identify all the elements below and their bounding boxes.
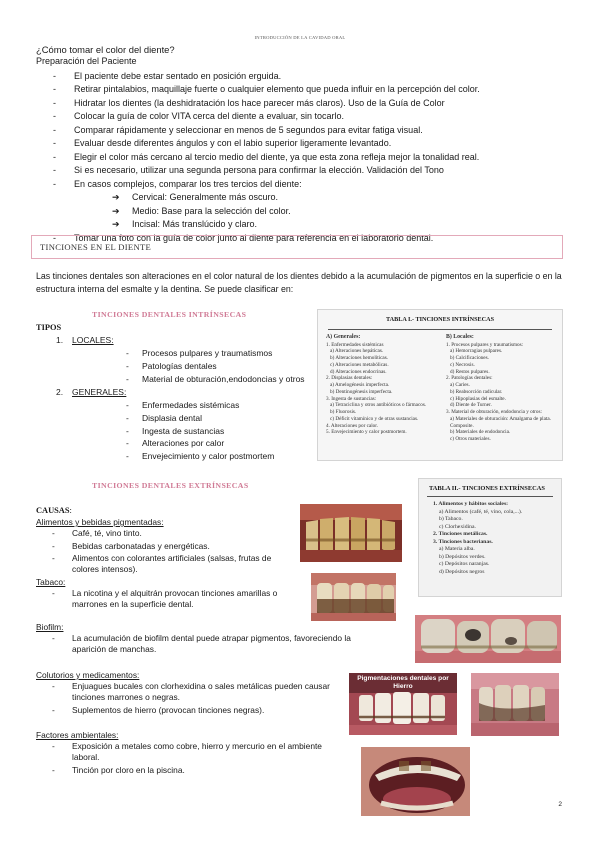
cause-item: - Suplementos de hierro (provocan tinciones negras).: [36, 705, 331, 716]
table-line: c) Necrosis.: [450, 361, 475, 368]
section-title: TINCIONES EN EL DIENTE: [40, 242, 152, 252]
table-intrinsic-col-a: [326, 334, 438, 436]
type-number: 2.: [56, 386, 64, 397]
step-item: - Evaluar desde diferentes ángulos y con el labio superior ligeramente levantado.: [36, 138, 480, 150]
table-intrinsic-image: [317, 309, 563, 461]
biofilm-photo: [415, 615, 561, 663]
step-item: - En casos complejos, comparar los tres tercios del diente:: [36, 179, 480, 191]
cause-item: - Alimentos con colorantes artificiales (salsas, frutas de colores intensos).: [36, 553, 298, 575]
tobacco-stain-photo: [311, 573, 396, 621]
cause-food: [36, 517, 298, 577]
table-line: 2. Patologías dentales:: [446, 375, 493, 382]
types-label: TIPOS: [36, 323, 62, 332]
cause-items: [36, 741, 326, 776]
table-line: d) Restos pulpares.: [450, 368, 490, 375]
table-line: b) Reabsorción radicular.: [450, 388, 503, 395]
extrinsic-heading: TINCIONES DENTALES EXTRÍNSECAS: [92, 481, 249, 490]
cause-item: - La acumulación de biofilm dental puede atrapar pigmentos, favoreciendo la aparición de manchas.: [36, 633, 386, 655]
type-item: - Procesos pulpares y traumatismos: [72, 348, 326, 359]
cause-item: - Exposición a metales como cobre, hierro y mercurio en el ambiente laboral.: [36, 741, 326, 763]
table-line: b) Alteraciones hemolíticas.: [330, 355, 389, 362]
type-number: 1.: [56, 335, 64, 345]
cause-heading: Colutorios y medicamentos:: [36, 670, 140, 680]
col-title: B) Locales:: [446, 334, 474, 340]
photo-caption: Pigmentaciones dentales por Hierro: [357, 675, 449, 690]
cause-tobacco: [36, 577, 298, 612]
type-item: - Patologías dentales: [72, 361, 326, 372]
step-item: - Tomar una foto con la guía de color junto al diente para referencia en el laboratorio dental.: [36, 233, 480, 245]
table-line: b) Calcificaciones.: [450, 355, 489, 362]
cause-items: [36, 528, 298, 575]
arrow-right-icon: ➔: [112, 205, 120, 216]
types-list: [36, 335, 326, 462]
table-line: 3. Material de obturación, endodoncia y otros:: [446, 409, 542, 416]
cause-heading: Tabaco:: [36, 577, 66, 587]
cause-biofilm: [36, 622, 386, 657]
table-line: 2. Displasias dentales:: [326, 375, 373, 382]
table-line: c) Alteraciones metabólicas.: [330, 361, 389, 368]
cause-mouthwash: [36, 670, 331, 717]
table-line: 5. Envejecimiento y calor postmortem.: [326, 429, 407, 436]
table-line: a) Materiales de obturación: Amalgama de plata. Composite.: [450, 415, 551, 429]
step-item: - El paciente debe estar sentado en posición erguida.: [36, 71, 480, 83]
table-line: c) Depósitos naranjas.: [439, 561, 490, 568]
table-line: 3. Tinciones bacterianas.: [433, 538, 493, 545]
step-item: - Hidratar los dientes (la deshidratación los hace parecer más claros). Uso de la Guía de Color: [36, 98, 480, 110]
cause-heading: Alimentos y bebidas pigmentadas:: [36, 517, 164, 527]
table-line: c) Déficit vitamínico y de otras sustancias.: [330, 415, 419, 422]
type-item: - Alteraciones por calor: [72, 438, 326, 449]
iron-pigmentation-photo: [349, 673, 457, 735]
table-line: c) Otros materiales.: [450, 436, 491, 443]
mouthwash-stain-photo: [471, 673, 559, 736]
preparation-section: [36, 56, 480, 246]
cause-item: - Enjuagues bucales con clorhexidina o sales metálicas pueden causar tinciones marrones o negras.: [36, 681, 331, 703]
steps-list: [36, 71, 480, 191]
table-line: b) Materiales de endodoncia.: [450, 429, 511, 436]
table-line: 2. Tinciones metálicas.: [433, 531, 488, 538]
table-line: a) Tetraciclina y otros antibióticos o fármacos.: [330, 402, 427, 409]
third-item: ➔ Incisal: Más translúcido y claro.: [112, 219, 258, 230]
table-rule: [427, 496, 553, 497]
cause-item: - Tinción por cloro en la piscina.: [36, 765, 326, 776]
table-line: a) Amelogénesis imperfecta.: [330, 382, 390, 389]
table-line: b) Fluorosis.: [330, 409, 357, 416]
stained-teeth-photo: [300, 504, 402, 562]
table-line: 3. Ingesta de sustancias:: [326, 395, 377, 402]
cause-item: - Café, té, vino tinto.: [36, 528, 298, 539]
third-item: ➔ Medio: Base para la selección del color.: [112, 205, 291, 216]
cause-environment: [36, 730, 326, 777]
table-line: 4. Alteraciones por calor.: [326, 422, 379, 429]
table-line: d) Diente de Turner.: [450, 402, 492, 409]
table-line: 1. Procesos pulpares y traumatismos:: [446, 341, 524, 348]
cause-items: [36, 681, 331, 716]
type-name: GENERALES:: [72, 386, 127, 397]
table-line: a) Caries.: [450, 382, 470, 389]
type-item: - Enfermedades sistémicas: [72, 400, 326, 411]
intrinsic-heading: TINCIONES DENTALES INTRÍNSECAS: [92, 310, 247, 319]
type-item: - Envejecimiento y calor postmortem: [72, 451, 326, 462]
third-item: ➔ Cervical: Generalmente más oscuro.: [112, 192, 279, 203]
table-extrinsic-title: TABLA II.- TINCIONES EXTRÍNSECAS: [429, 485, 545, 492]
table-line: 1. Enfermedades sistémicas: [326, 341, 384, 348]
cause-item: - La nicotina y el alquitrán provocan tinciones amarillas o marrones en la superficie dental.: [36, 588, 298, 610]
cause-item: - Bebidas carbonatadas y energéticas.: [36, 541, 298, 552]
table-intrinsic-col-b: [446, 334, 558, 443]
cause-items: [36, 588, 298, 610]
table-line: d) Depósitos negros: [439, 568, 485, 575]
type-name: LOCALES:: [72, 335, 114, 345]
type-group: [36, 387, 326, 462]
type-item: - Ingesta de sustancias: [72, 426, 326, 437]
step-item: - Colocar la guía de color VITA cerca del diente a evaluar, sin tocarlo.: [36, 111, 480, 123]
step-item: - Si es necesario, utilizar una segunda persona para confirmar la elección. Validación del Tono: [36, 165, 480, 177]
intrinsic-types: [36, 335, 326, 464]
table-line: a) Alimentos (café, té, vino, cola,...).: [439, 508, 523, 515]
cause-items: [36, 633, 386, 655]
running-head: INTRODUCCIÓN DE LA CAVIDAD ORAL: [254, 35, 346, 40]
table-line: a) Materia alba.: [439, 546, 475, 553]
type-item: - Material de obturación,endodoncias y otros: [72, 374, 326, 385]
step-item: - Retirar pintalabios, maquillaje fuerte o cualquier elemento que pueda influir en la percepción del color.: [36, 84, 480, 96]
table-line: a) Hemorragias pulpares.: [450, 348, 503, 355]
table-line: 1. Alimentos y hábitos sociales:: [433, 501, 509, 507]
step-item: - Elegir el color más cercano al tercio medio del diente, ya que esta zona refleja mejor la tonalidad real.: [36, 152, 480, 164]
type-items: [72, 348, 326, 385]
thirds-list: [36, 192, 480, 231]
intro-paragraph: Las tinciones dentales son alteraciones en el color natural de los dientes debido a la acumulación de pigmentos en la superficie o en la estructura interna del esmalte y la dentina. Se puede clasificar en:: [36, 271, 562, 294]
col-title: A) Generales:: [326, 334, 361, 340]
table-line: a) Alteraciones hepáticas.: [330, 348, 384, 355]
question-title: ¿Cómo tomar el color del diente?: [36, 44, 175, 55]
table-extrinsic-image: [418, 478, 562, 597]
table-rule: [328, 329, 552, 330]
cause-heading: Biofilm:: [36, 622, 64, 632]
preparation-title: Preparación del Paciente: [36, 56, 137, 66]
type-group: [36, 335, 326, 385]
causes-label: CAUSAS:: [36, 506, 72, 515]
table-line: d) Alteraciones endocrinas.: [330, 368, 387, 375]
type-item: - Displasia dental: [72, 413, 326, 424]
arrow-right-icon: ➔: [112, 192, 120, 203]
type-items: [72, 400, 326, 462]
table-line: b) Depósitos verdes.: [439, 553, 486, 560]
table-extrinsic-lines: [433, 501, 557, 576]
arrow-right-icon: ➔: [112, 219, 120, 230]
step-item: - Comparar rápidamente y seleccionar en menos de 5 segundos para evitar fatiga visual.: [36, 125, 480, 137]
table-line: c) Hipoplasias del esmalte.: [450, 395, 506, 402]
environmental-stain-photo: [361, 747, 470, 816]
section-title-box: [31, 235, 563, 259]
table-intrinsic-title: TABLA I.- TINCIONES INTRÍNSECAS: [385, 316, 495, 323]
table-line: b) Dentinogénesis imperfecta.: [330, 388, 393, 395]
page-number: 2: [558, 801, 562, 808]
table-line: c) Clorhexidina.: [439, 523, 476, 530]
table-line: b) Tabaco.: [439, 516, 463, 523]
cause-heading: Factores ambientales:: [36, 730, 119, 740]
